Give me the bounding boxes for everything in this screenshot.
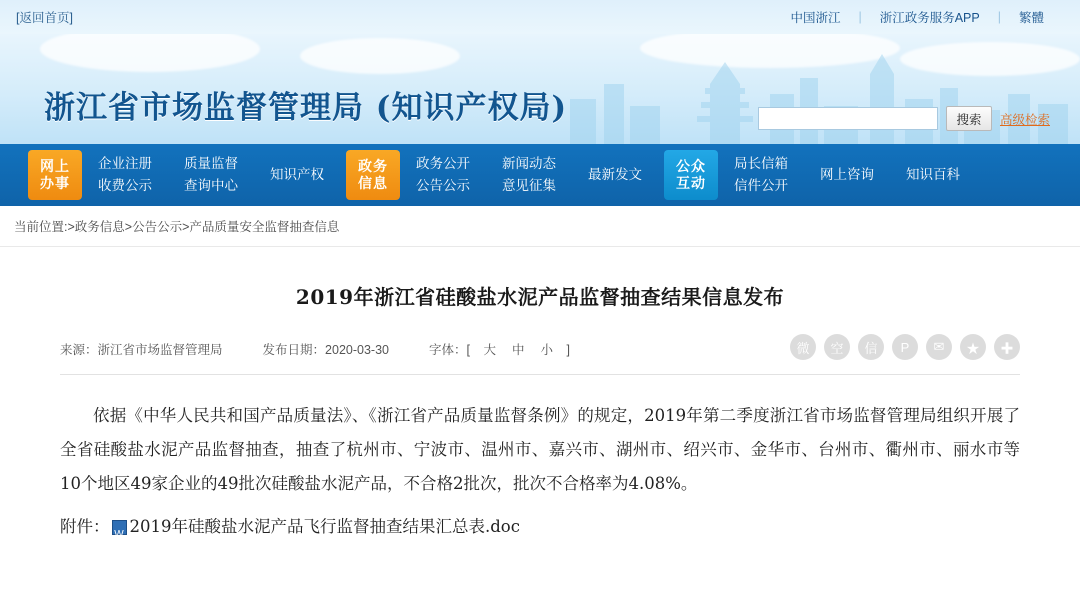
top-link-zhejiang-app[interactable]: 浙江政务服务APP: [879, 11, 980, 25]
nav-group-news: [486, 156, 572, 194]
nav-item-online-consultation[interactable]: 网上咨询: [820, 167, 874, 182]
weibo-icon[interactable]: 微: [790, 334, 816, 360]
nav-badge-public-interaction[interactable]: [664, 150, 718, 200]
nav-group-enterprise: [82, 156, 168, 194]
article-date: [263, 340, 389, 358]
font-size-medium[interactable]: 中: [511, 343, 525, 357]
back-to-home-link[interactable]: [返回首页]: [16, 11, 73, 25]
nav-item-enterprise-registration[interactable]: 企业注册: [98, 156, 152, 171]
article-meta: [60, 336, 1020, 362]
wechat-icon[interactable]: 信: [858, 334, 884, 360]
qzone-icon[interactable]: 空: [824, 334, 850, 360]
nav-item-knowledge-encyclopedia[interactable]: 知识百科: [906, 167, 960, 182]
nav-badge-online-service[interactable]: [28, 150, 82, 200]
article-container: [0, 247, 1080, 543]
font-size-large[interactable]: 大: [483, 343, 496, 357]
nav-item-quality-supervision[interactable]: 质量监督: [184, 156, 238, 171]
search-button[interactable]: 搜索: [946, 106, 992, 131]
favorite-icon[interactable]: ★: [960, 334, 986, 360]
top-link-separator-2: |: [997, 10, 1001, 24]
mail-icon[interactable]: ✉: [926, 334, 952, 360]
advanced-search-link[interactable]: 高级检索: [999, 112, 1050, 127]
nav-item-government-openness[interactable]: 政务公开: [416, 156, 470, 171]
breadcrumb-text[interactable]: 当前位置:>政务信息>公告公示>产品质量安全监督抽查信息: [14, 220, 340, 234]
nav-item-announcements[interactable]: 公告公示: [416, 178, 470, 193]
nav-group-encyclopedia: [890, 167, 976, 183]
site-title: 浙江省市场监督管理局 (知识产权局): [44, 90, 568, 126]
nav-badge-online-service-line1: 网上: [40, 158, 70, 174]
nav-group-consult: [804, 167, 890, 183]
nav-group-gov-open: [400, 156, 486, 194]
attachment-row: [60, 511, 1020, 543]
font-size-options: [483, 340, 553, 358]
top-link-separator-1: |: [858, 10, 862, 24]
page-title: 2019年浙江省硅酸盐水泥产品监督抽查结果信息发布: [295, 285, 785, 309]
article-date-value: 2020-03-30: [325, 343, 389, 357]
search-input[interactable]: [758, 107, 938, 130]
article-body: 依据《中华人民共和国产品质量法》、《浙江省产品质量监督条例》的规定，2019年第二季度浙江省市场监督管理局组织开展了全省硅酸盐水泥产品监督抽查，抽查了杭州市、宁波市、温州市、嘉兴市、湖州市、绍兴市、金华市、台州市、衢州市、丽水市等10个地区49家企业的49批次硅酸盐水泥产品，不合格2批次，批次不合格率为4.08%。: [60, 406, 1020, 493]
nav-badge-public-interaction-line1: 公众: [676, 158, 706, 174]
font-size-close-bracket: ]: [566, 343, 570, 357]
pinterest-icon[interactable]: P: [892, 334, 918, 360]
article-source-value: 浙江省市场监督管理局: [97, 343, 223, 357]
top-link-traditional-chinese[interactable]: 繁體: [1018, 11, 1044, 25]
article-source: [60, 340, 223, 358]
nav-item-letter-disclosure[interactable]: 信件公开: [734, 178, 788, 193]
cloud-decoration-2: [300, 38, 460, 74]
share-icons: [790, 334, 1020, 360]
nav-group-mailbox: [718, 156, 804, 194]
nav-badge-public-interaction-line2: 互动: [676, 175, 706, 191]
nav-badge-online-service-line2: 办事: [40, 175, 70, 191]
font-size-small[interactable]: 小: [540, 343, 554, 357]
more-icon[interactable]: ✚: [994, 334, 1020, 360]
nav-group-ip: [254, 167, 340, 183]
attachment-link[interactable]: 2019年硅酸盐水泥产品飞行监督抽查结果汇总表.doc: [129, 517, 520, 536]
article-date-label: 发布日期：: [262, 343, 326, 357]
nav-item-query-center[interactable]: 查询中心: [184, 178, 238, 193]
nav-group-latest: [572, 167, 658, 183]
search-area: [758, 106, 1050, 131]
word-document-icon: [112, 520, 127, 535]
nav-item-director-mailbox[interactable]: 局长信箱: [734, 156, 788, 171]
article-source-label: 来源：: [60, 343, 98, 357]
nav-item-intellectual-property[interactable]: 知识产权: [270, 167, 324, 182]
nav-badge-government-info-line1: 政务: [358, 158, 388, 174]
nav-badge-government-info-line2: 信息: [358, 175, 388, 191]
nav-item-news[interactable]: 新闻动态: [502, 156, 556, 171]
main-navigation: [0, 144, 1080, 206]
nav-item-fee-disclosure[interactable]: 收费公示: [98, 178, 152, 193]
font-size-label: 字体：[: [429, 343, 470, 357]
top-link-china-zhejiang[interactable]: 中国浙江: [790, 11, 841, 25]
cloud-decoration-1: [40, 34, 260, 72]
font-size-control: [429, 340, 570, 358]
nav-group-quality: [168, 156, 254, 194]
top-links: [772, 8, 1062, 26]
breadcrumb: [0, 206, 1080, 247]
top-utility-bar: [0, 0, 1080, 34]
nav-item-latest-documents[interactable]: 最新发文: [588, 167, 642, 182]
nav-item-opinion-collection[interactable]: 意见征集: [502, 178, 556, 193]
site-banner: [0, 34, 1080, 144]
nav-badge-government-info[interactable]: [346, 150, 400, 200]
meta-divider: [60, 374, 1020, 375]
attachment-label: 附件：: [60, 517, 110, 536]
